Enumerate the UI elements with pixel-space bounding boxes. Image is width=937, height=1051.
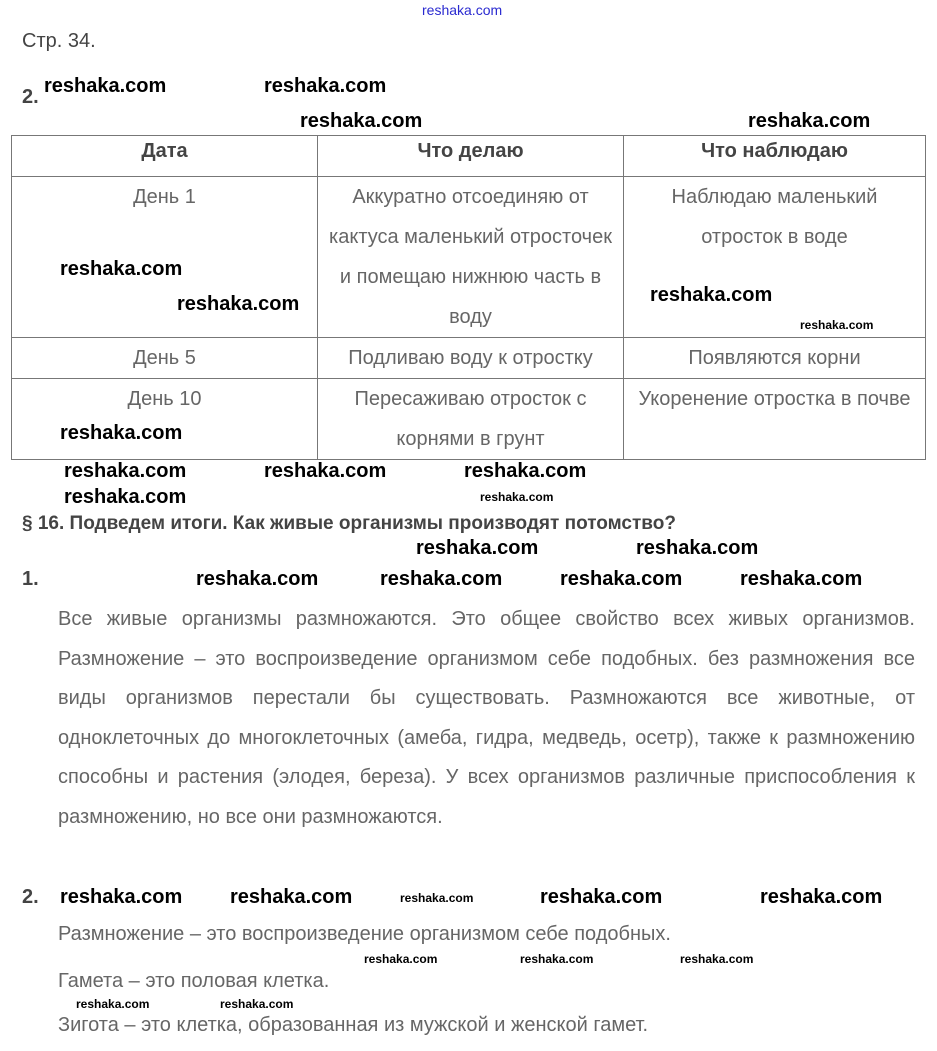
watermark: reshaka.com xyxy=(60,886,183,908)
cell-date: День 1 xyxy=(12,177,318,338)
watermark: reshaka.com xyxy=(400,891,474,905)
section-title: § 16. Подведем итоги. Как живые организмы производят потомство? xyxy=(22,513,676,534)
watermark: reshaka.com xyxy=(220,997,294,1011)
watermark: reshaka.com xyxy=(264,75,387,97)
watermark: reshaka.com xyxy=(740,568,863,590)
watermark: reshaka.com xyxy=(464,460,587,482)
cell-action: Подливаю воду к отростку xyxy=(318,338,624,379)
watermark-top: reshaka.com xyxy=(422,2,503,18)
definition-reproduction: Размножение – это воспроизведение организмом себе подобных. xyxy=(58,923,671,945)
watermark: reshaka.com xyxy=(636,537,759,559)
definition-zygote: Зигота – это клетка, образованная из мужской и женской гамет. xyxy=(58,1014,649,1036)
cell-date: День 5 xyxy=(12,338,318,379)
watermark: reshaka.com xyxy=(44,75,167,97)
cell-date: День 10 xyxy=(12,379,318,460)
watermark: reshaka.com xyxy=(480,490,554,504)
watermark: reshaka.com xyxy=(177,293,300,315)
watermark: reshaka.com xyxy=(800,318,874,332)
header-action: Что делаю xyxy=(318,136,624,177)
page-label: Стр. 34. xyxy=(22,30,96,52)
table-row xyxy=(12,177,926,338)
table-row xyxy=(12,338,926,379)
table-header-row xyxy=(12,136,926,177)
watermark: reshaka.com xyxy=(650,284,773,306)
cell-observation: Укоренение отростка в почве xyxy=(624,379,926,460)
header-observation: Что наблюдаю xyxy=(624,136,926,177)
watermark: reshaka.com xyxy=(300,110,423,132)
cell-action: Аккуратно отсоединяю от кактуса маленький отросточек и помещаю нижнюю часть в воду xyxy=(318,177,624,338)
cell-observation: Появляются корни xyxy=(624,338,926,379)
question-2-number: 2. xyxy=(22,886,39,908)
question-1-number: 1. xyxy=(22,568,39,590)
watermark: reshaka.com xyxy=(64,486,187,508)
watermark: reshaka.com xyxy=(748,110,871,132)
watermark: reshaka.com xyxy=(76,997,150,1011)
watermark: reshaka.com xyxy=(380,568,503,590)
watermark: reshaka.com xyxy=(540,886,663,908)
table-row xyxy=(12,379,926,460)
watermark: reshaka.com xyxy=(64,460,187,482)
watermark: reshaka.com xyxy=(560,568,683,590)
watermark: reshaka.com xyxy=(60,258,183,280)
answer-1-paragraph: Все живые организмы размножаются. Это общее свойство всех живых организмов. Размножение – это воспроизведение организмом себе подобных. без размножения все виды организмов перестали бы существовать. Размножаются все животные, от одноклеточных до многоклеточных (амеба, гидра, медведь, осетр), также к размножению способны и растения (элодея, береза). У всех организмов различные приспособления к размножению, но все они размножаются. xyxy=(58,608,915,828)
watermark: reshaka.com xyxy=(416,537,539,559)
cell-action: Пересаживаю отросток с корнями в грунт xyxy=(318,379,624,460)
cell-observation: Наблюдаю маленький отросток в воде xyxy=(624,177,926,338)
definition-gamete: Гамета – это половая клетка. xyxy=(58,970,330,992)
watermark: reshaka.com xyxy=(364,952,438,966)
watermark: reshaka.com xyxy=(680,952,754,966)
watermark: reshaka.com xyxy=(230,886,353,908)
watermark: reshaka.com xyxy=(520,952,594,966)
watermark: reshaka.com xyxy=(60,422,183,444)
task-number: 2. xyxy=(22,86,39,108)
watermark: reshaka.com xyxy=(760,886,883,908)
observation-table xyxy=(11,135,926,460)
header-date: Дата xyxy=(12,136,318,177)
watermark: reshaka.com xyxy=(264,460,387,482)
watermark: reshaka.com xyxy=(196,568,319,590)
